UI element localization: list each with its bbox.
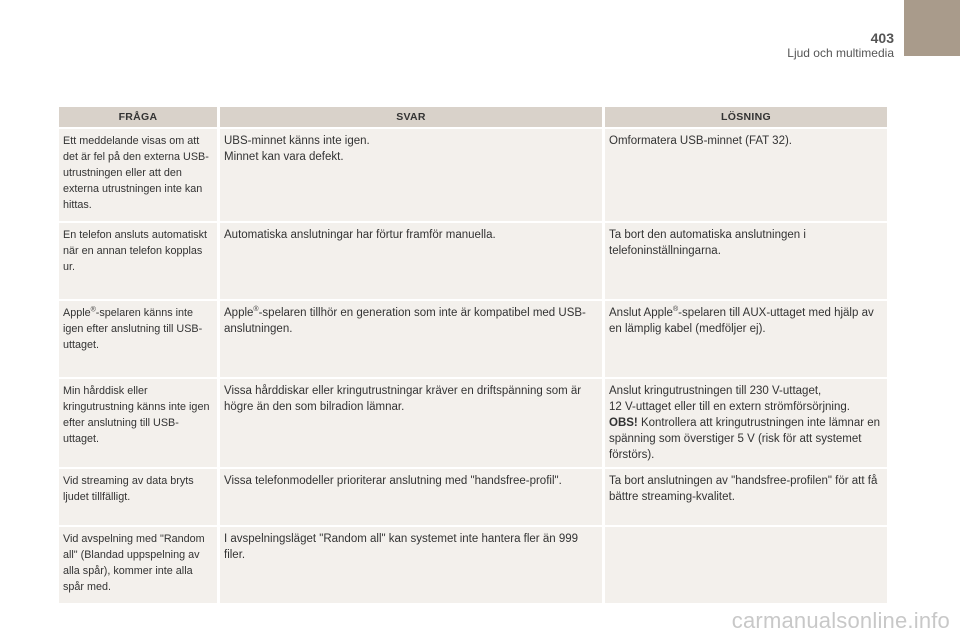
column-header-answer: SVAR (220, 107, 602, 127)
answer-text: Automatiska anslutningar har förtur framför manuella. (224, 229, 496, 241)
table-row (59, 301, 887, 377)
solution-cell (605, 129, 887, 221)
answer-cell (220, 129, 602, 221)
table-row (59, 129, 887, 221)
registered-mark: ® (672, 306, 679, 314)
solution-cell (605, 469, 887, 525)
answer-line: Minnet kan vara defekt. (224, 151, 344, 163)
section-title: Ljud och multimedia (787, 46, 894, 60)
question-text: -spelaren känns inte igen efter anslutning till USB-uttaget. (63, 307, 203, 351)
question-cell (59, 223, 217, 299)
question-text: Vid avspelning med "Random all" (Blandad uppspelning av alla spår), kommer inte alla spår med. (63, 533, 205, 593)
solution-text: Kontrollera att kringutrustningen inte lämnar en spänning som överstiger 5 V (risk för att systemet förstörs). (609, 417, 881, 461)
answer-cell (220, 301, 602, 377)
solution-line: Anslut kringutrustningen till 230 V-uttaget, (609, 385, 822, 397)
question-text: Apple (63, 307, 91, 319)
table-row (59, 469, 887, 525)
watermark: carmanualsonline.info (731, 608, 950, 633)
answer-line: UBS-minnet känns inte igen. (224, 135, 370, 147)
solution-cell (605, 223, 887, 299)
column-header-solution: LÖSNING (605, 107, 887, 127)
answer-text: Vissa hårddiskar eller kringutrustningar kräver en driftspänning som är högre än den som bilradion lämnar. (224, 385, 582, 413)
answer-cell (220, 527, 602, 603)
answer-text: Apple (224, 307, 254, 319)
question-cell (59, 469, 217, 525)
solution-text: -spelaren till AUX-uttaget med hjälp av en lämplig kabel (medföljer ej). (609, 307, 874, 335)
question-text: Ett meddelande visas om att det är fel på den externa USB-utrustningen eller att den externa utrustningen inte kan hittas. (63, 135, 209, 211)
column-header-question: FRÅGA (59, 107, 217, 127)
registered-mark: ® (90, 306, 96, 314)
answer-text: Vissa telefonmodeller prioriterar anslutning med "handsfree-profil". (224, 475, 562, 487)
registered-mark: ® (253, 306, 259, 314)
answer-text: I avspelningsläget "Random all" kan systemet inte hantera fler än 999 filer. (224, 533, 579, 561)
question-cell (59, 379, 217, 467)
question-cell (59, 301, 217, 377)
question-cell (59, 527, 217, 603)
solution-text: Ta bort anslutningen av "handsfree-profilen" för att få bättre streaming-kvalitet. (609, 475, 878, 503)
question-text: Min hårddisk eller kringutrustning känns inte igen efter anslutning till USB-uttaget. (63, 385, 210, 445)
question-text: Vid streaming av data bryts ljudet tillfälligt. (63, 475, 194, 503)
table-row (59, 223, 887, 299)
table-row (59, 379, 887, 467)
page-number: 403 (870, 30, 894, 46)
chapter-tab-block (904, 0, 960, 56)
solution-cell (605, 527, 887, 603)
question-cell (59, 129, 217, 221)
question-text: En telefon ansluts automatiskt när en annan telefon kopplas ur. (63, 229, 208, 273)
faq-table (56, 105, 890, 605)
answer-cell (220, 469, 602, 525)
table-header-row (59, 107, 887, 127)
solution-cell (605, 301, 887, 377)
solution-text: Anslut Apple (609, 307, 673, 319)
solution-line: 12 V-uttaget eller till en extern strömförsörjning. (609, 401, 850, 413)
answer-cell (220, 379, 602, 467)
note-label: OBS! (609, 417, 638, 429)
solution-cell (605, 379, 887, 467)
answer-cell (220, 223, 602, 299)
solution-text: Ta bort den automatiska anslutningen i telefoninställningarna. (609, 229, 806, 257)
table-row (59, 527, 887, 603)
solution-text: Omformatera USB-minnet (FAT 32). (609, 135, 792, 147)
answer-text: -spelaren tillhör en generation som inte är kompatibel med USB-anslutningen. (224, 307, 586, 335)
